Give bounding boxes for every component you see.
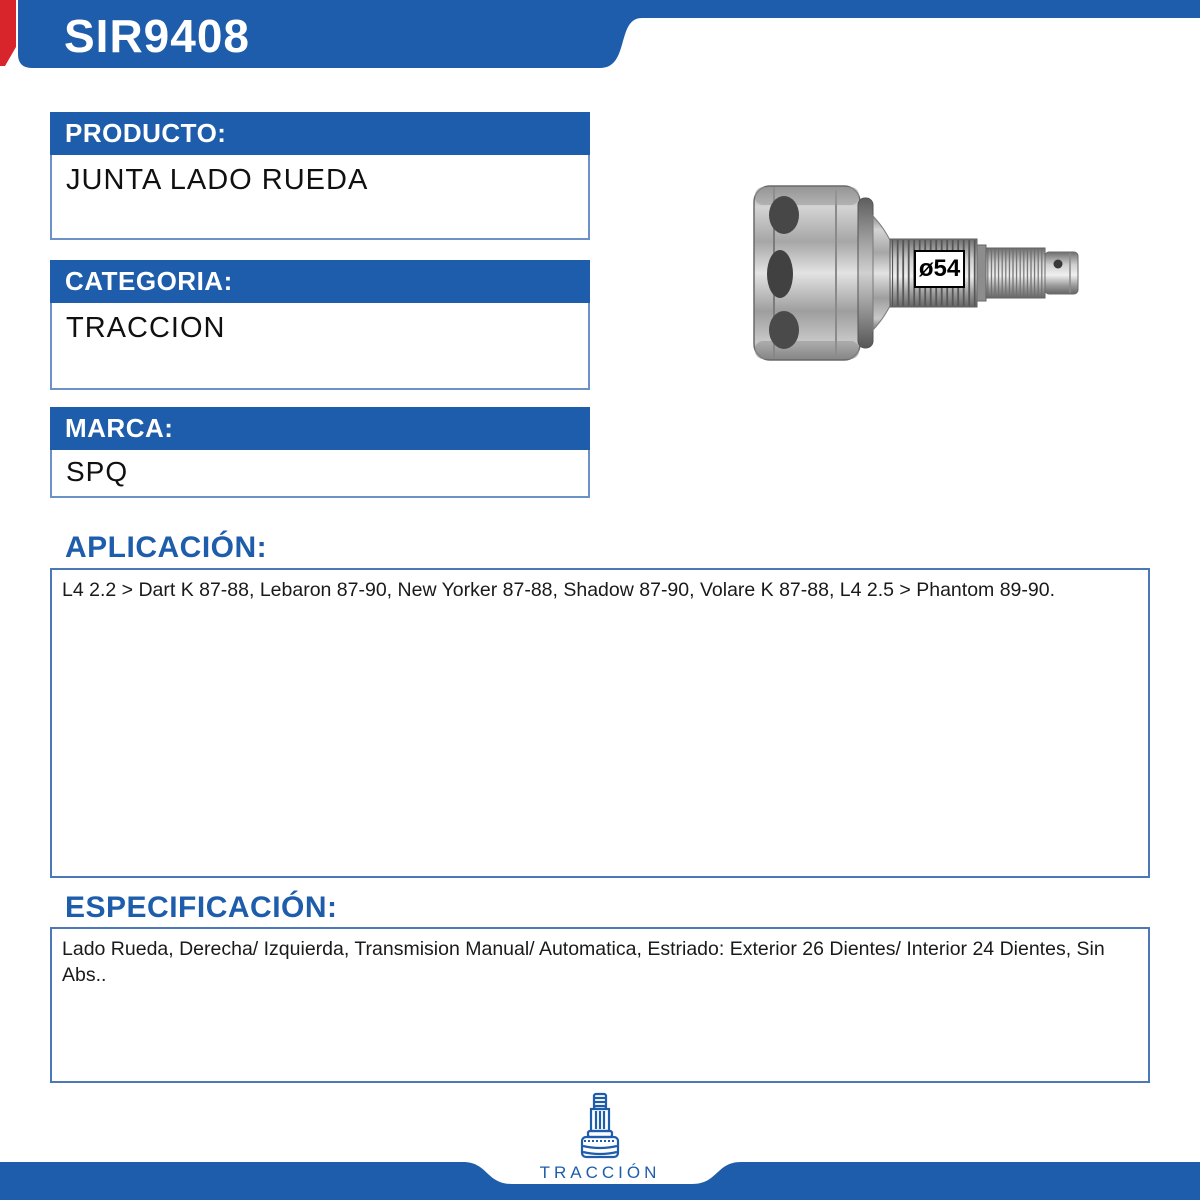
categoria-value: TRACCION [50, 303, 590, 390]
marca-label: MARCA: [50, 407, 590, 450]
footer-category-label: TRACCIÓN [539, 1163, 661, 1182]
info-box-marca [50, 407, 590, 498]
red-accent-stripe [0, 0, 16, 66]
especificacion-content: Lado Rueda, Derecha/ Izquierda, Transmision Manual/ Automatica, Estriado: Exterior 26 Dientes/ Interior 24 Dientes, Sin Abs.. [50, 927, 1150, 1083]
marca-value: SPQ [50, 450, 590, 498]
dimension-label: ø54 [914, 250, 965, 288]
cv-joint-icon [577, 1092, 623, 1160]
categoria-label: CATEGORIA: [50, 260, 590, 303]
aplicacion-title: APLICACIÓN: [65, 531, 268, 564]
producto-label: PRODUCTO: [50, 112, 590, 155]
info-box-producto [50, 112, 590, 240]
info-box-categoria [50, 260, 590, 390]
producto-value: JUNTA LADO RUEDA [50, 155, 590, 240]
part-number: SIR9408 [64, 10, 251, 62]
aplicacion-content: L4 2.2 > Dart K 87-88, Lebaron 87-90, New Yorker 87-88, Shadow 87-90, Volare K 87-88, L4 2.5 > Phantom 89-90. [50, 568, 1150, 878]
product-photo [752, 178, 1087, 368]
especificacion-title: ESPECIFICACIÓN: [65, 891, 338, 924]
